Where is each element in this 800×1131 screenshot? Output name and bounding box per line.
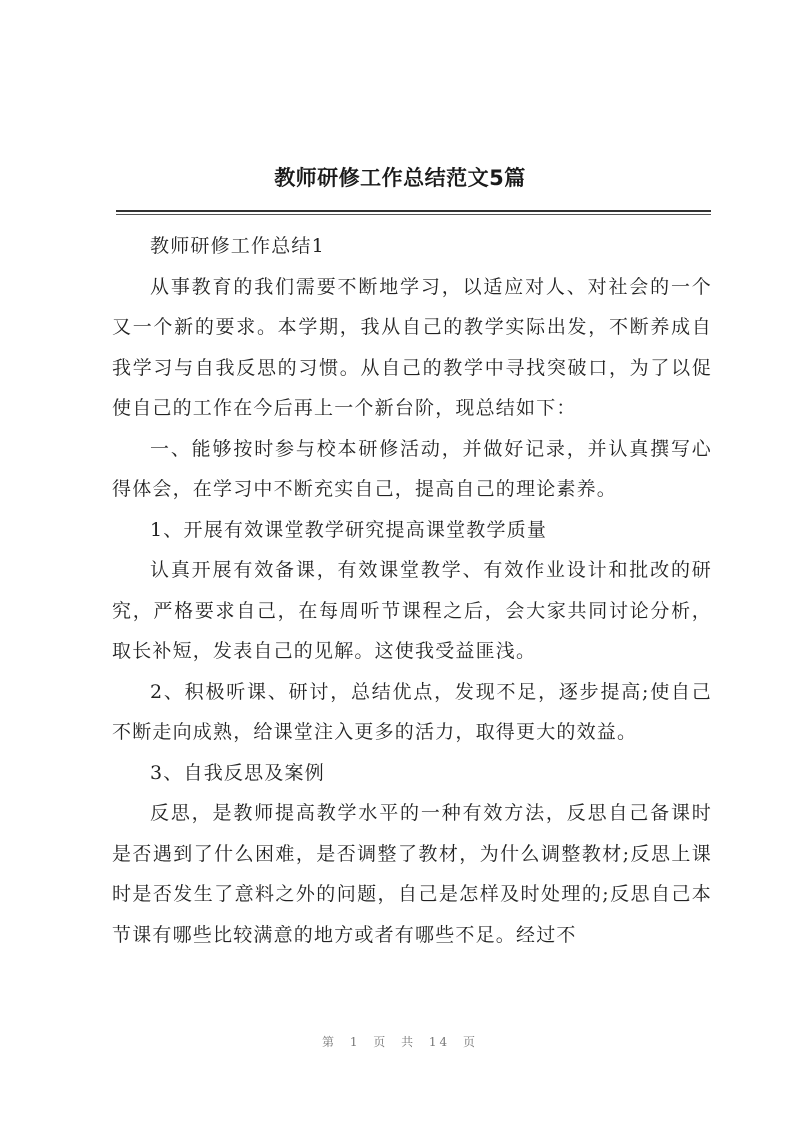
page-title: 教师研修工作总结范文5篇 [274, 166, 526, 190]
title-divider [116, 210, 711, 212]
paragraph: 一、能够按时参与校本研修活动，并做好记录，并认真撰写心得体会，在学习中不断充实自己，提高自己的理论素养。 [112, 437, 712, 500]
document-body [112, 226, 712, 955]
paragraph: 2、积极听课、研讨，总结优点，发现不足，逐步提高;使自己不断走向成熟，给课堂注入更多的活力，取得更大的效益。 [112, 680, 712, 743]
paragraph: 认真开展有效备课，有效课堂教学、有效作业设计和批改的研究，严格要求自己，在每周听节课程之后，会大家共同讨论分析，取长补短，发表自己的见解。这使我受益匪浅。 [112, 559, 712, 662]
subheading: 1、开展有效课堂教学研究提高课堂教学质量 [150, 518, 548, 541]
subheading: 3、自我反思及案例 [150, 761, 325, 784]
section-heading: 教师研修工作总结1 [150, 235, 325, 257]
page-number-footer: 第 1 页 共 14 页 [322, 1035, 478, 1049]
title-divider-thin [116, 214, 711, 215]
paragraph: 反思，是教师提高教学水平的一种有效方法，反思自己备课时是否遇到了什么困难，是否调整了教材，为什么调整教材;反思上课时是否发生了意料之外的问题，自己是怎样及时处理的;反思自己本节课有哪些比较满意的地方或者有哪些不足。经过不 [112, 802, 712, 946]
paragraph: 从事教育的我们需要不断地学习，以适应对人、对社会的一个又一个新的要求。本学期，我从自己的教学实际出发，不断养成自我学习与自我反思的习惯。从自己的教学中寻找突破口，为了以促使自己的工作在今后再上一个新台阶，现总结如下： [112, 275, 712, 419]
